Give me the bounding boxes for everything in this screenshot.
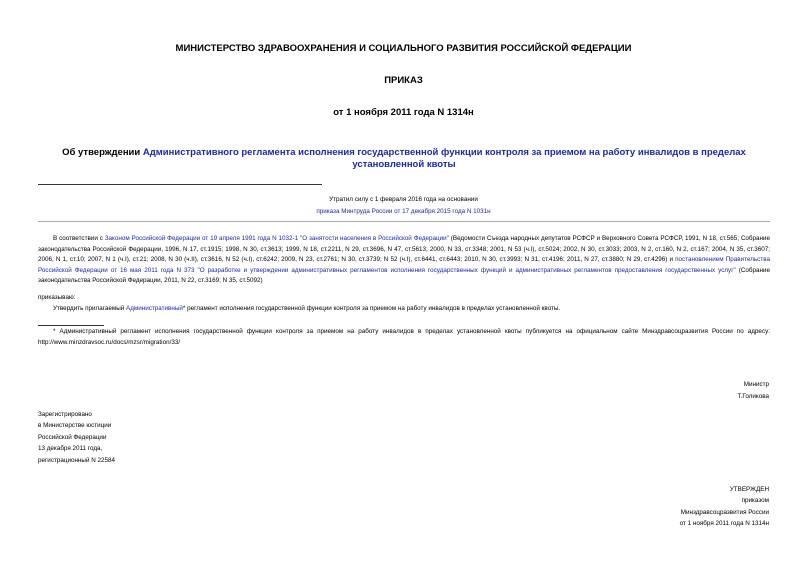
approved-line-4: от 1 ноября 2011 года N 1314н [679,520,769,528]
government-resolution-link[interactable]: постановлением Правительства Российской Федерации от 16 мая 2011 года N 373 "О разработке и утверждении административных регламентов исполнения государственных функций и административных регламентов предоставления государственных услуг" [38,256,770,274]
signature-block [737,379,769,403]
regulation-link[interactable]: Административный [126,305,183,312]
document-date-number: от 1 ноября 2011 года N 1314н [333,107,474,118]
preamble-paragraph [38,234,770,287]
divider-short [38,184,322,185]
approved-line-3: Минздравсоцразвития России [680,508,769,516]
approve-text-1: Утвердить прилагаемый [53,305,127,312]
approved-block [680,484,769,530]
approve-text-2: * регламент исполнения государственной функции контроля за приемом на работу инвалидов в пределах установленной квоты. [182,305,561,312]
registration-line-3: Российской Федерации [38,433,107,441]
status-line: Утратил силу с 1 февраля 2016 года на основании [329,196,478,203]
registration-block [38,409,115,466]
approved-line-2: приказом [741,497,769,505]
registration-line-5: регистрационный N 22584 [38,456,116,464]
document-type-heading: ПРИКАЗ [384,75,423,86]
ministry-heading: МИНИСТЕРСТВО ЗДРАВООХРАНЕНИЯ И СОЦИАЛЬНОГО РАЗВИТИЯ РОССИЙСКОЙ ФЕДЕРАЦИИ [175,43,632,54]
preamble-text-1: В соответствии с [53,235,105,242]
divider-full [38,221,770,222]
orders-word: приказываю: [38,294,76,301]
title-prefix: Об утверждении [62,147,143,158]
status-note [0,194,807,218]
preamble-text-3: (Собрание законодательства Российской Федерации, 2011, N 22, ст.3169; N 35, ст.5092) [38,266,770,285]
footnote-divider [38,325,104,326]
registration-line-1: Зарегистрировано [38,411,92,418]
document-title [48,147,760,171]
signature-title: Министр [743,381,769,388]
preamble-text-2: (Ведомости Съезда народных депутатов РСФСР и Верховного Совета РСФСР, 1991, N 18, ст.565; Собрание законодательства Российской Федерации, 1996, N 17, ст.1915; 1998, N 30, ст.3613; 1999, N 18, ст.2211, N 29, ст.3696, N 47, ст.5613; 2000, N 33, ст.3348; 2001, N 53 (ч.I), ст.5024; 2002, N 30, ст.3033; 2003, N 2, ст.160, N 2, ст.167; 2004, N 35, ст.3607; 2006, N 1, ст.10; 2007, N 1 (ч.I), ст.21; 2008, N 30 (ч.II), ст.3616, N 52 (ч.I), ст.6242; 2009, N 23, ст.2761; N 30, ст.3739; N 52 (ч.I), ст.6441, ст.6443; 2010, N 30, ст.3993; N 31, ст.4196; 2011, N 27, ст.3880; N 29, ст.4296) и [38,235,770,264]
signature-name: Т.Голикова [737,393,769,400]
footnote: * Административный регламент исполнения государственной функции контроля за приемом на работу инвалидов в пределах установленной квоты публикуется на официальном сайте Минздравсоцразвития России по адресу: http://www.minzdravsoc.ru/docs/mzsr/migration/33/ [38,328,770,346]
title-regulation-link[interactable]: Административного регламента исполнения государственной функции контроля за приемом на работу инвалидов в пределах установленной квоты [142,147,746,170]
registration-line-4: 13 декабря 2011 года, [38,445,103,453]
approve-item [53,305,560,312]
employment-law-link[interactable]: Законом Российской Федерации от 19 апреля 1991 года N 1032-1 "О занятости населения в Российской Федерации" [104,235,449,242]
registration-line-2: в Министерстве юстиции [38,422,112,430]
approved-line-1: УТВЕРЖДЕН [729,486,769,493]
status-repeal-link[interactable]: приказа Минтруда России от 17 декабря 2015 года N 1031н [316,208,491,215]
